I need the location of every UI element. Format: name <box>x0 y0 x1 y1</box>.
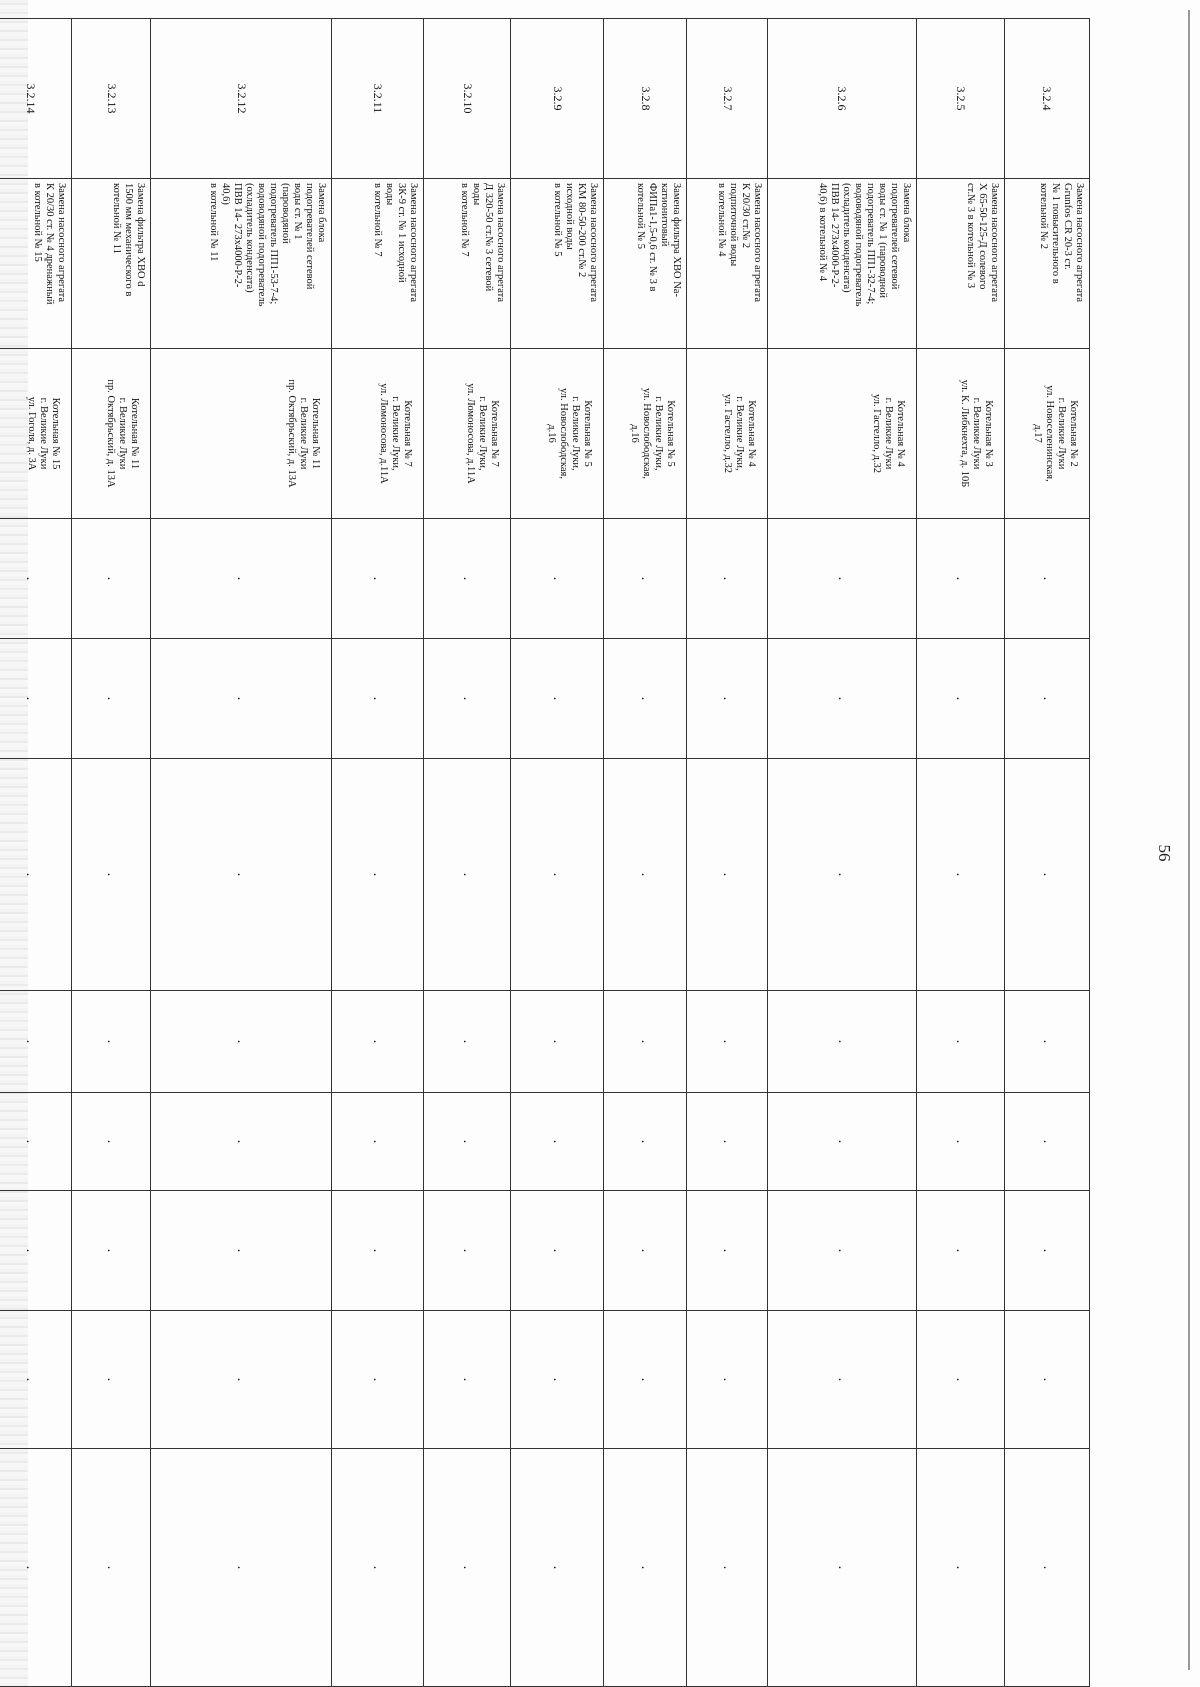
value-cell: . <box>604 1093 687 1191</box>
value-cell: . <box>0 1191 72 1311</box>
table-row <box>916 19 1004 1687</box>
table-row <box>604 19 687 1687</box>
value-cell: . <box>1004 1191 1089 1311</box>
value-cell: . <box>72 519 151 639</box>
value-cell: . <box>332 759 424 991</box>
work-description <box>332 179 424 349</box>
value-cell: . <box>1004 1311 1089 1449</box>
value-cell: . <box>1004 1449 1089 1687</box>
row-number: 3.2.13 <box>72 19 151 179</box>
work-description-text: Замена насосного агрегата 3К-9 ст. № 1 исходной воды в котельной № 7 <box>371 183 419 302</box>
value-cell: . <box>687 1093 768 1191</box>
value-cell: . <box>511 1311 604 1449</box>
row-number: 3.2.10 <box>423 19 511 179</box>
value-cell: . <box>1004 991 1089 1093</box>
value-cell: . <box>72 639 151 759</box>
value-cell: . <box>332 1449 424 1687</box>
row-number: 3.2.14 <box>0 19 72 179</box>
value-cell: . <box>1004 759 1089 991</box>
row-number: 3.2.5 <box>916 19 1004 179</box>
work-description-text: Замена насосного агрегата КМ 80-50-200 ст.№ 2 исходной воды в котельной № 5 <box>552 183 600 302</box>
value-cell: . <box>151 759 332 991</box>
work-description <box>511 179 604 349</box>
table-row <box>767 19 916 1687</box>
value-cell: . <box>332 639 424 759</box>
work-description <box>1004 179 1089 349</box>
boiler-location <box>511 349 604 519</box>
work-description-text: Замена насосного агрегата К 20/30 ст.№ 2 подпиточной воды в котельной № 4 <box>715 183 763 302</box>
value-cell: . <box>767 1093 916 1191</box>
value-cell: . <box>687 639 768 759</box>
work-description-text: Замена блока подогревателей сетевой воды ст. № 1 (пароводяной подогреватель ПП1-53-7-4; водоводяной подогреватель (охладитель конденсата) ПВВ 14- 273х4000-Р-2- 40,6) в котельной № 11 <box>208 183 328 307</box>
value-cell: . <box>604 1191 687 1311</box>
value-cell: . <box>72 991 151 1093</box>
boiler-location <box>1004 349 1089 519</box>
value-cell: . <box>767 519 916 639</box>
value-cell: . <box>604 991 687 1093</box>
value-cell: . <box>511 1191 604 1311</box>
boiler-location <box>0 349 72 519</box>
value-cell: . <box>511 519 604 639</box>
table-row <box>1004 19 1089 1687</box>
value-cell: . <box>604 759 687 991</box>
value-cell: . <box>916 1449 1004 1687</box>
value-cell: . <box>767 1311 916 1449</box>
page-number: 56 <box>1155 844 1174 862</box>
value-cell: . <box>604 639 687 759</box>
boiler-location <box>604 349 687 519</box>
row-number: 3.2.7 <box>687 19 768 179</box>
work-description <box>151 179 332 349</box>
row-number: 3.2.4 <box>1004 19 1089 179</box>
table-row <box>511 19 604 1687</box>
boiler-location-text: Котельная № 2 г. Великие Луки ул. Новоселенинская, д.17 <box>1032 385 1079 482</box>
table-row <box>332 19 424 1687</box>
work-description-text: Замена насосного агрегата Д 320-50 ст.№ 3 сетевой воды в котельной № 7 <box>459 183 507 302</box>
work-description <box>72 179 151 349</box>
value-cell: . <box>767 759 916 991</box>
value-cell: . <box>332 519 424 639</box>
value-cell: . <box>0 1311 72 1449</box>
work-description <box>687 179 768 349</box>
value-cell: . <box>423 1093 511 1191</box>
value-cell: . <box>511 639 604 759</box>
work-description-text: Замена блока подогревателей сетевой воды ст. № 1 (пароводной подогреватель ПП1-32-7-4; водоводяной подогреватель (охладитель конденсата) ПВВ 14- 273х4000-Р-2- 40,6) в котельной № 4 <box>816 183 912 307</box>
work-description-text: Замена насосного агрегата К 20/30 ст. № 4 дренажный в котельной № 15 <box>32 183 68 305</box>
value-cell: . <box>423 1449 511 1687</box>
value-cell: . <box>687 991 768 1093</box>
boiler-location-text: Котельная № 4 г. Великие Луки ул. Гастелло, д.32 <box>870 393 906 474</box>
table-row <box>151 19 332 1687</box>
work-description <box>604 179 687 349</box>
boiler-location <box>151 349 332 519</box>
boiler-location-text: Котельная № 5 г. Великие Луки, ул. Новослободская, д.16 <box>546 387 594 479</box>
value-cell: . <box>604 1449 687 1687</box>
work-description <box>0 179 72 349</box>
value-cell: . <box>332 1093 424 1191</box>
value-cell: . <box>0 1093 72 1191</box>
value-cell: . <box>0 759 72 991</box>
value-cell: . <box>151 1191 332 1311</box>
row-number: 3.2.12 <box>151 19 332 179</box>
value-cell: . <box>916 639 1004 759</box>
value-cell: . <box>687 759 768 991</box>
value-cell: . <box>687 519 768 639</box>
value-cell: . <box>604 519 687 639</box>
value-cell: . <box>151 639 332 759</box>
value-cell: . <box>151 1449 332 1687</box>
table-row <box>0 19 72 1687</box>
value-cell: . <box>1004 519 1089 639</box>
value-cell: . <box>767 1191 916 1311</box>
value-cell: . <box>687 1449 768 1687</box>
page-edge-line <box>1188 10 1190 1670</box>
value-cell: . <box>423 1191 511 1311</box>
work-description-text: Замена насосного агрегата Grunfos CR 20-3 ст. № 1 повысительного в котельной № 2 <box>1038 183 1085 302</box>
boiler-location-text: Котельная № 7 г. Великие Луки, ул. Ломоносова, д.11А <box>377 383 413 484</box>
boiler-location-text: Котельная № 15 г. Великие Луки ул. Гоголя, д. 3А <box>26 396 62 471</box>
boiler-location <box>767 349 916 519</box>
row-number: 3.2.11 <box>332 19 424 179</box>
work-description-text: Замена фильтра ХВО Na- катионитовый ФИПа1-1,5-0,6 ст. № 3 в котельной № 5 <box>635 183 683 297</box>
boiler-location <box>72 349 151 519</box>
value-cell: . <box>687 1191 768 1311</box>
value-cell: . <box>0 1449 72 1687</box>
work-description-text: Замена насосного агрегата X 65-50-125-Д солевого ст.№ 3 в котельной № 3 <box>964 183 1000 302</box>
value-cell: . <box>72 1449 151 1687</box>
boiler-location-text: Котельная № 11 г. Великие Луки пр. Октябрьский, д. 13А <box>286 379 322 488</box>
value-cell: . <box>423 759 511 991</box>
value-cell: . <box>604 1311 687 1449</box>
row-number: 3.2.9 <box>511 19 604 179</box>
work-description <box>423 179 511 349</box>
value-cell: . <box>916 759 1004 991</box>
table-row <box>72 19 151 1687</box>
work-description <box>916 179 1004 349</box>
boiler-location <box>916 349 1004 519</box>
value-cell: . <box>511 1449 604 1687</box>
boiler-location-text: Котельная № 5 г. Великие Луки, ул. Новослободская, д.16 <box>629 387 677 479</box>
work-description <box>767 179 916 349</box>
value-cell: . <box>916 1191 1004 1311</box>
value-cell: . <box>0 991 72 1093</box>
row-number: 3.2.6 <box>767 19 916 179</box>
value-cell: . <box>916 1093 1004 1191</box>
value-cell: . <box>332 1311 424 1449</box>
value-cell: . <box>0 519 72 639</box>
value-cell: . <box>767 639 916 759</box>
boiler-location-text: Котельная № 7 г. Великие Луки, ул. Ломоносова, д.11А <box>465 383 501 484</box>
boiler-location <box>423 349 511 519</box>
value-cell: . <box>72 1311 151 1449</box>
value-cell: . <box>151 519 332 639</box>
value-cell: . <box>332 991 424 1093</box>
value-cell: . <box>423 991 511 1093</box>
boiler-location-text: Котельная № 4 г. Великие Луки, ул. Гастелло, д.32 <box>721 393 757 474</box>
value-cell: . <box>423 519 511 639</box>
boiler-location <box>332 349 424 519</box>
value-cell: . <box>72 1191 151 1311</box>
value-cell: . <box>687 1311 768 1449</box>
value-cell: . <box>332 1191 424 1311</box>
value-cell: . <box>0 639 72 759</box>
value-cell: . <box>916 519 1004 639</box>
work-description-text: Замена фильтра ХВО d 1500 мм механического в котельной № 11 <box>111 183 147 297</box>
boiler-location-text: Котельная № 11 г. Великие Луки пр. Октябрьский, д. 13А <box>105 379 141 488</box>
value-cell: . <box>72 1093 151 1191</box>
value-cell: . <box>423 639 511 759</box>
value-cell: . <box>1004 1093 1089 1191</box>
value-cell: . <box>511 991 604 1093</box>
value-cell: . <box>151 991 332 1093</box>
value-cell: . <box>767 1449 916 1687</box>
boiler-location <box>687 349 768 519</box>
value-cell: . <box>511 759 604 991</box>
value-cell: . <box>423 1311 511 1449</box>
value-cell: . <box>1004 639 1089 759</box>
rotated-sheet <box>0 18 1174 1686</box>
table-row <box>423 19 511 1687</box>
value-cell: . <box>767 991 916 1093</box>
works-table <box>0 18 1090 1687</box>
value-cell: . <box>151 1311 332 1449</box>
value-cell: . <box>916 991 1004 1093</box>
value-cell: . <box>151 1093 332 1191</box>
value-cell: . <box>916 1311 1004 1449</box>
value-cell: . <box>511 1093 604 1191</box>
boiler-location-text: Котельная № 3 г. Великие Луки ул. К. Либкнехта, д. 10Б <box>958 379 994 488</box>
row-number: 3.2.8 <box>604 19 687 179</box>
table-row <box>687 19 768 1687</box>
value-cell: . <box>72 759 151 991</box>
